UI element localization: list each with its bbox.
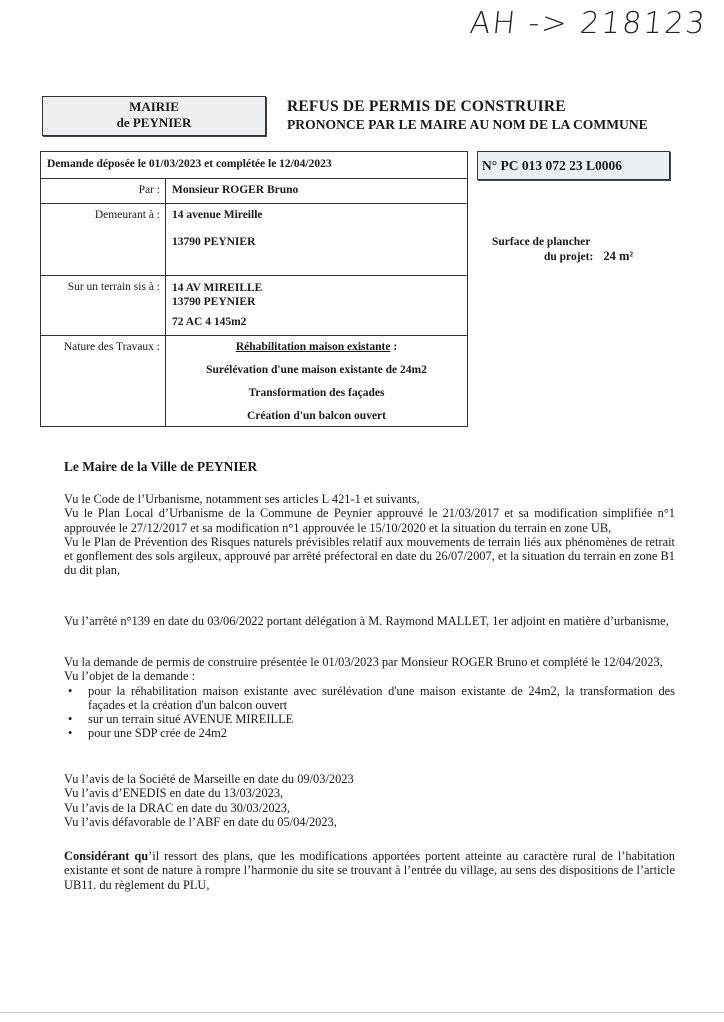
vu-plu: Vu le Plan Local d’Urbanisme de la Commune de Peynier approuvé le 21/03/2017 et sa modification simplifiée n°1 approuvée le 27/12/2017 et sa modification n°1 approuvée le 15/10/2020 et la situation du terrain en zone UB,: [64, 506, 675, 535]
row-label: Nature des Travaux :: [41, 336, 166, 426]
page-edge-divider: [0, 1012, 724, 1013]
mairie-box: [42, 96, 266, 136]
applicant-name: Monsieur ROGER Bruno: [172, 184, 299, 196]
handwritten-annotation: AH -> 218123: [468, 6, 709, 41]
vu-demande: Vu la demande de permis de construire présentée le 01/03/2023 par Monsieur ROGER Bruno et complété le 12/04/2023,: [64, 655, 663, 669]
document-title: REFUS DE PERMIS DE CONSTRUIRE: [287, 98, 566, 115]
floor-area-value: 24 m²: [603, 249, 634, 263]
floor-area-label: Surface de plancher: [492, 236, 591, 248]
table-row-applicant: [41, 178, 467, 203]
avis-item: Vu l’avis d’ENEDIS en date du 13/03/2023,: [64, 786, 284, 801]
row-label: Demeurant à :: [41, 204, 166, 275]
address-city: 13790 PEYNIER: [172, 236, 256, 248]
maire-heading: Le Maire de la Ville de PEYNIER: [64, 459, 258, 474]
row-label: Sur un terrain sis à :: [41, 276, 166, 335]
vu-arrete: Vu l’arrêté n°139 en date du 03/06/2022 portant délégation à M. Raymond MALLET, 1er adjoint en matière d’urbanisme,: [64, 614, 669, 628]
vu-section-1: [64, 492, 675, 578]
row-value: [166, 336, 467, 426]
terrain-city: 13790 PEYNIER: [172, 296, 256, 308]
terrain-cadastre: 72 AC 4 145m2: [172, 316, 247, 328]
request-date-header: Demande déposée le 01/03/2023 et complétée le 12/04/2023: [47, 158, 332, 170]
list-item: • pour une SDP crée de 24m2: [64, 726, 675, 740]
row-value: [166, 204, 467, 275]
permit-number-box: N° PC 013 072 23 L0006: [477, 151, 670, 180]
mairie-line1: MAIRIE: [129, 99, 179, 114]
avis-item: Vu l’avis de la Société de Marseille en date du 09/03/2023: [64, 772, 354, 786]
avis-item: Vu l’avis de la DRAC en date du 30/03/2023,: [64, 800, 291, 815]
row-value: [166, 179, 467, 203]
address-street: 14 avenue Mireille: [172, 209, 263, 221]
considerant-lead: Considérant qu: [64, 849, 149, 863]
table-row-works: [41, 335, 467, 426]
vu-ppr: Vu le Plan de Prévention des Risques naturels prévisibles relatif aux mouvements de terrain liés aux phénomènes de retrait et gonflement des sols argileux, approuvé par arrêté préfectoral en date du 26/07/2007, et la situation du terrain en zone B1 du dit plan,: [64, 534, 675, 578]
considerant-text: ’il ressort des plans, que les modifications apportées portent atteinte au caractère rural de l’habitation existante et sont de nature à rompre l’harmonie du site se trouvant à l’entrée du village, au sens des dispositions de l’article UB11. du règlement du PLU,: [64, 849, 675, 892]
mairie-line2: de PEYNIER: [116, 115, 192, 130]
vu-objet: Vu l’objet de la demande :: [64, 669, 196, 684]
works-item: Création d'un balcon ouvert: [247, 410, 386, 422]
works-heading: Réhabilitation maison existante :: [235, 341, 398, 353]
avis-section: [64, 772, 675, 829]
considerant: [64, 849, 675, 892]
row-value: [166, 276, 467, 335]
floor-area-label-2: du projet:: [544, 251, 594, 263]
list-item: • sur un terrain situé AVENUE MIREILLE: [64, 712, 675, 726]
terrain-street: 14 AV MIREILLE: [172, 282, 263, 294]
list-item: • pour la réhabilitation maison existante avec surélévation d'une maison existante de 24m2, la transformation des façades et la création d'un balcon ouvert: [64, 684, 675, 713]
table-row-terrain: [41, 275, 467, 335]
vu-code: Vu le Code de l’Urbanisme, notamment ses articles L 421-1 et suivants,: [64, 492, 420, 506]
works-item: Surélévation d'une maison existante de 24m2: [206, 364, 427, 376]
vu-section-2: [64, 655, 675, 741]
request-info-table: [40, 151, 468, 427]
floor-area: [492, 235, 633, 264]
table-row-address: [41, 203, 467, 275]
works-item: Transformation des façades: [248, 387, 385, 399]
avis-item: Vu l’avis défavorable de l’ABF en date du 05/04/2023,: [64, 814, 337, 829]
row-label: Par :: [41, 179, 166, 203]
objet-list: [64, 684, 675, 741]
document-subtitle: PRONONCE PAR LE MAIRE AU NOM DE LA COMMUNE: [287, 117, 648, 132]
